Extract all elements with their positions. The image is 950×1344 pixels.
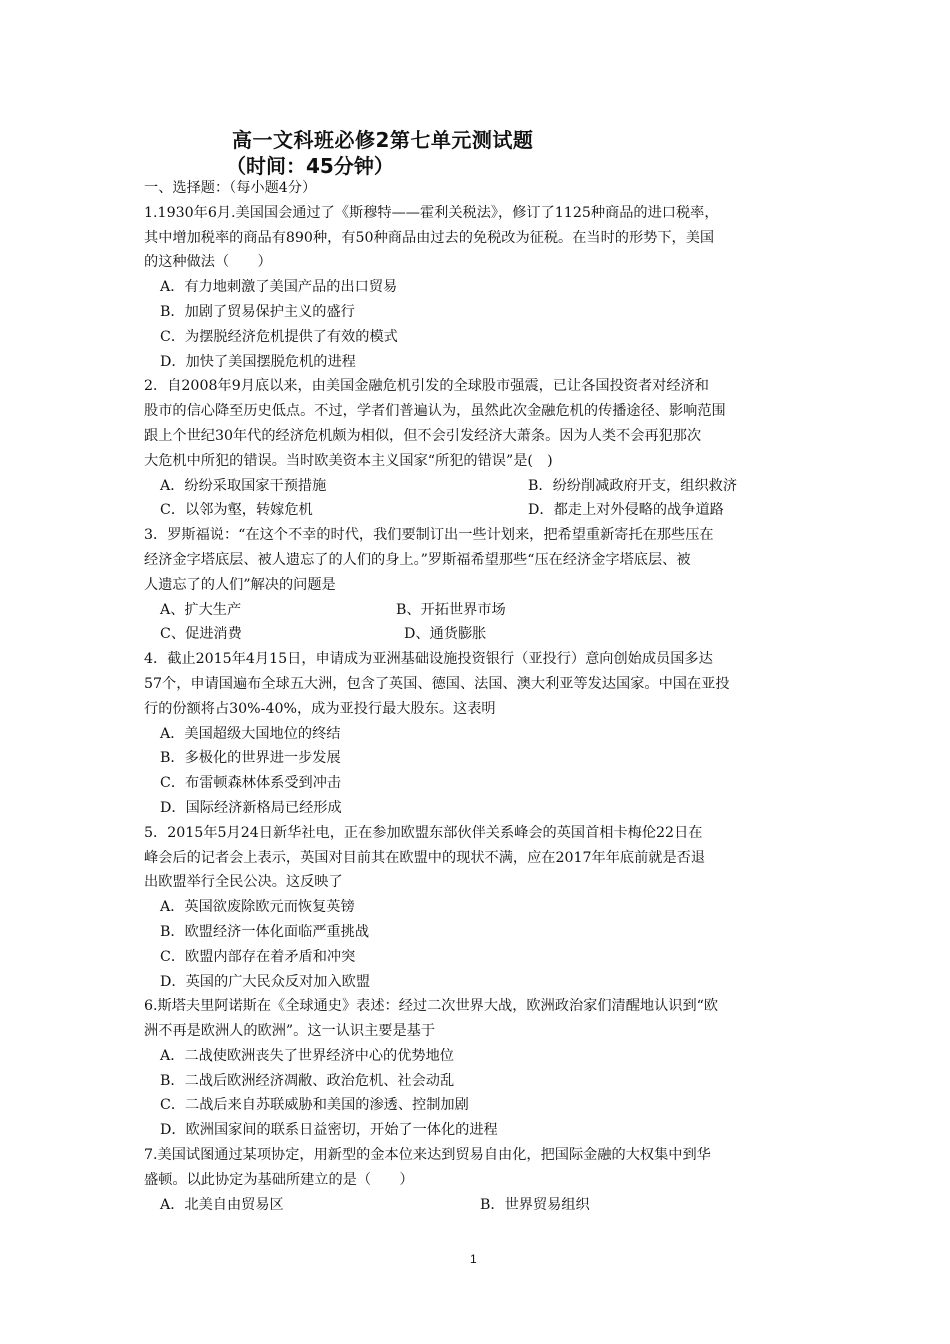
question-2-option-d: D．都走上对外侵略的战争道路 bbox=[528, 502, 724, 519]
question-5-line-3: 出欧盟举行全民公决。这反映了 bbox=[144, 874, 343, 891]
page-subtitle: （时间：45分钟） bbox=[226, 154, 394, 178]
question-1-line-3: 的这种做法（ ） bbox=[144, 254, 272, 271]
question-6-line-2: 洲不再是欧洲人的欧洲”。这一认识主要是基于 bbox=[144, 1023, 436, 1040]
question-6-option-b: B．二战后欧洲经济凋敝、政治危机、社会动乱 bbox=[160, 1072, 455, 1089]
question-1-line-2: 其中增加税率的商品有890种，有50种商品由过去的免税改为征税。在当时的形势下，美国 bbox=[144, 229, 715, 246]
question-3-option-c: C、促进消费 bbox=[160, 626, 242, 643]
question-5-line-1: 5．2015年5月24日新华社电，正在参加欧盟东部伙伴关系峰会的英国首相卡梅伦22日在 bbox=[144, 824, 703, 841]
question-2-options-row-1 bbox=[144, 474, 814, 499]
question-4 bbox=[144, 647, 814, 821]
question-2-option-a: A．纷纷采取国家干预措施 bbox=[160, 477, 327, 494]
question-3-option-b: B、开拓世界市场 bbox=[396, 601, 506, 618]
question-1-option-a: A．有力地刺激了美国产品的出口贸易 bbox=[160, 279, 398, 296]
question-1-line-1: 1.1930年6月.美国国会通过了《斯穆特——霍利关税法》，修订了1125种商品的进口税率， bbox=[144, 204, 719, 221]
question-3-options-row-2 bbox=[144, 622, 814, 647]
question-4-line-2: 57个，申请国遍布全球五大洲，包含了英国、德国、法国、澳大利亚等发达国家。中国在亚投 bbox=[144, 675, 730, 692]
section-heading: 一、选择题：（每小题4分） bbox=[144, 180, 317, 196]
question-4-line-1: 4．截止2015年4月15日，申请成为亚洲基础设施投资银行（亚投行）意向创始成员国多达 bbox=[144, 651, 713, 668]
question-2-line-2: 股市的信心降至历史低点。不过，学者们普遍认为，虽然此次金融危机的传播途径、影响范围 bbox=[144, 403, 726, 420]
question-5-line-2: 峰会后的记者会上表示，英国对目前其在欧盟中的现状不满，应在2017年年底前就是否退 bbox=[144, 849, 706, 866]
question-6-option-d: D．欧洲国家间的联系日益密切，开始了一体化的进程 bbox=[160, 1122, 498, 1139]
question-6-option-c: C．二战后来自苏联威胁和美国的渗透、控制加剧 bbox=[160, 1097, 469, 1114]
question-3-option-a: A、扩大生产 bbox=[160, 601, 242, 618]
question-5 bbox=[144, 821, 814, 995]
question-2-option-c: C．以邻为壑，转嫁危机 bbox=[160, 502, 313, 519]
question-6 bbox=[144, 994, 814, 1143]
page-title: 高一文科班必修2第七单元测试题 bbox=[232, 128, 534, 152]
question-3-line-1: 3．罗斯福说：“在这个不幸的时代，我们要制订出一些计划来，把希望重新寄托在那些压在 bbox=[144, 527, 714, 544]
question-5-option-b: B．欧盟经济一体化面临严重挑战 bbox=[160, 923, 370, 940]
question-7-options-row-1 bbox=[144, 1193, 814, 1218]
question-7-option-a: A．北美自由贸易区 bbox=[160, 1196, 284, 1213]
question-4-option-d: D．国际经济新格局已经形成 bbox=[160, 799, 342, 816]
question-2-line-4: 大危机中所犯的错误。当时欧美资本主义国家“所犯的错误”是( ) bbox=[144, 452, 553, 469]
question-7-line-1: 7.美国试图通过某项协定，用新型的金本位来达到贸易自由化，把国际金融的大权集中到华 bbox=[144, 1147, 711, 1164]
question-3-line-3: 人遗忘了的人们”解决的问题是 bbox=[144, 576, 336, 593]
question-3-options-row-1 bbox=[144, 598, 814, 623]
question-6-option-a: A．二战使欧洲丧失了世界经济中心的优势地位 bbox=[160, 1047, 454, 1064]
question-7 bbox=[144, 1143, 814, 1217]
question-7-option-b: B．世界贸易组织 bbox=[480, 1196, 590, 1213]
question-5-option-d: D．英国的广大民众反对加入欧盟 bbox=[160, 973, 371, 990]
question-2-line-1: 2．自2008年9月底以来，由美国金融危机引发的全球股市强震，已让各国投资者对经济和 bbox=[144, 378, 709, 395]
question-list bbox=[144, 176, 814, 1217]
question-1-option-d: D．加快了美国摆脱危机的进程 bbox=[160, 353, 356, 370]
page-number: 1 bbox=[470, 1252, 477, 1266]
question-1-option-c: C．为摆脱经济危机提供了有效的模式 bbox=[160, 328, 398, 345]
question-3 bbox=[144, 523, 814, 647]
question-6-line-1: 6.斯塔夫里阿诺斯在《全球通史》表述：经过二次世界大战，欧洲政治家们清醒地认识到“欧 bbox=[144, 998, 719, 1015]
question-3-line-2: 经济金字塔底层、被人遗忘了的人们的身上。”罗斯福希望那些“压在经济金字塔底层、被 bbox=[144, 551, 691, 568]
question-2-line-3: 跟上个世纪30年代的经济危机颇为相似，但不会引发经济大萧条。因为人类不会再犯那次 bbox=[144, 427, 702, 444]
question-7-line-2: 盛顿。以此协定为基础所建立的是（ ） bbox=[144, 1171, 414, 1188]
question-4-option-a: A．美国超级大国地位的终结 bbox=[160, 725, 341, 742]
question-4-option-c: C．布雷顿森林体系受到冲击 bbox=[160, 775, 342, 792]
question-5-option-c: C．欧盟内部存在着矛盾和冲突 bbox=[160, 948, 356, 965]
question-5-option-a: A．英国欲废除欧元而恢复英镑 bbox=[160, 899, 355, 916]
question-3-option-d: D、通货膨胀 bbox=[404, 626, 487, 643]
question-2-option-b: B．纷纷削减政府开支，组织救济 bbox=[528, 477, 738, 494]
question-2-options-row-2 bbox=[144, 498, 814, 523]
question-2 bbox=[144, 374, 814, 523]
question-4-option-b: B．多极化的世界进一步发展 bbox=[160, 750, 341, 767]
question-4-line-3: 行的份额将占30%-40%，成为亚投行最大股东。这表明 bbox=[144, 700, 496, 717]
question-1-option-b: B．加剧了贸易保护主义的盛行 bbox=[160, 303, 355, 320]
question-1 bbox=[144, 201, 814, 375]
